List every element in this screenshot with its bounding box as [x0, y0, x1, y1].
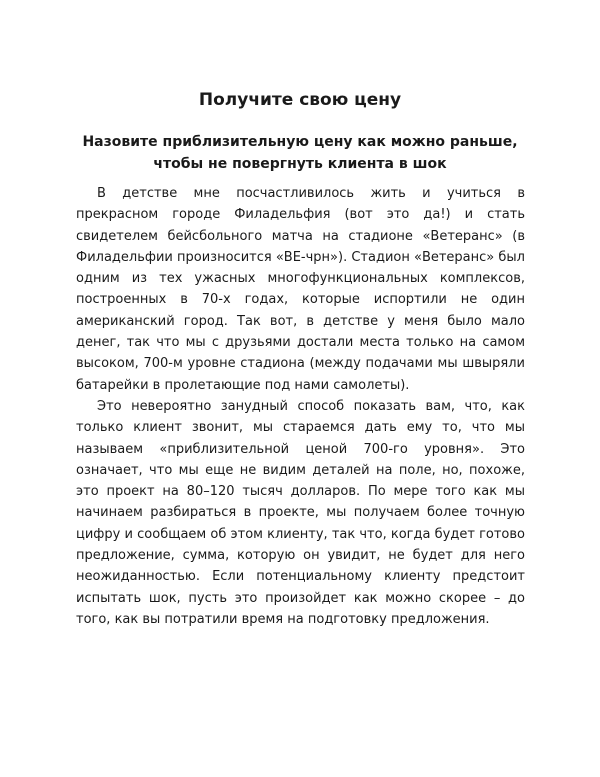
paragraph-2: Это невероятно занудный способ показать вам, что, как только клиент звонит, мы стараемся дать ему то, что мы называем «приблизительной ценой 700-го уровня». Это означает, что мы еще не видим деталей на поле, но, похоже, это проект на 80–120 тысяч долларов. По мере того как мы начинаем разбираться в проекте, мы получаем более точную цифру и сообщаем об этом клиенту, так что, когда будет готово предложение, сумма, которую он увидит, не будет для него неожиданностью. Если потенциальному клиенту предстоит испытать шок, пусть это произойдет как можно скорее – до того, как вы потратили время на подготовку предложения.: [76, 398, 525, 627]
body-text: [76, 183, 525, 630]
chapter-subtitle: Назовите приблизительную цену как можно раньше, чтобы не повергнуть клиента в шок: [82, 134, 518, 172]
paragraph-1: В детстве мне посчастливилось жить и учиться в прекрасном городе Филадельфия (вот это да!) и стать свидетелем бейсбольного матча на стадионе «Ветеранс» (в Филадельфии произносится «ВЕ-чрн»). Стадион «Ветеранс» был одним из тех ужасных многофункциональных комплексов, построенных в 70-х годах, которые испортили не один американский город. Так вот, в детстве у меня было мало денег, так что мы с друзьями достали места только на самом высоком, 700-м уровне стадиона (между подачами мы швыряли батарейки в пролетающие под нами самолеты).: [76, 186, 525, 393]
chapter-title: Получите свою цену: [198, 90, 402, 110]
